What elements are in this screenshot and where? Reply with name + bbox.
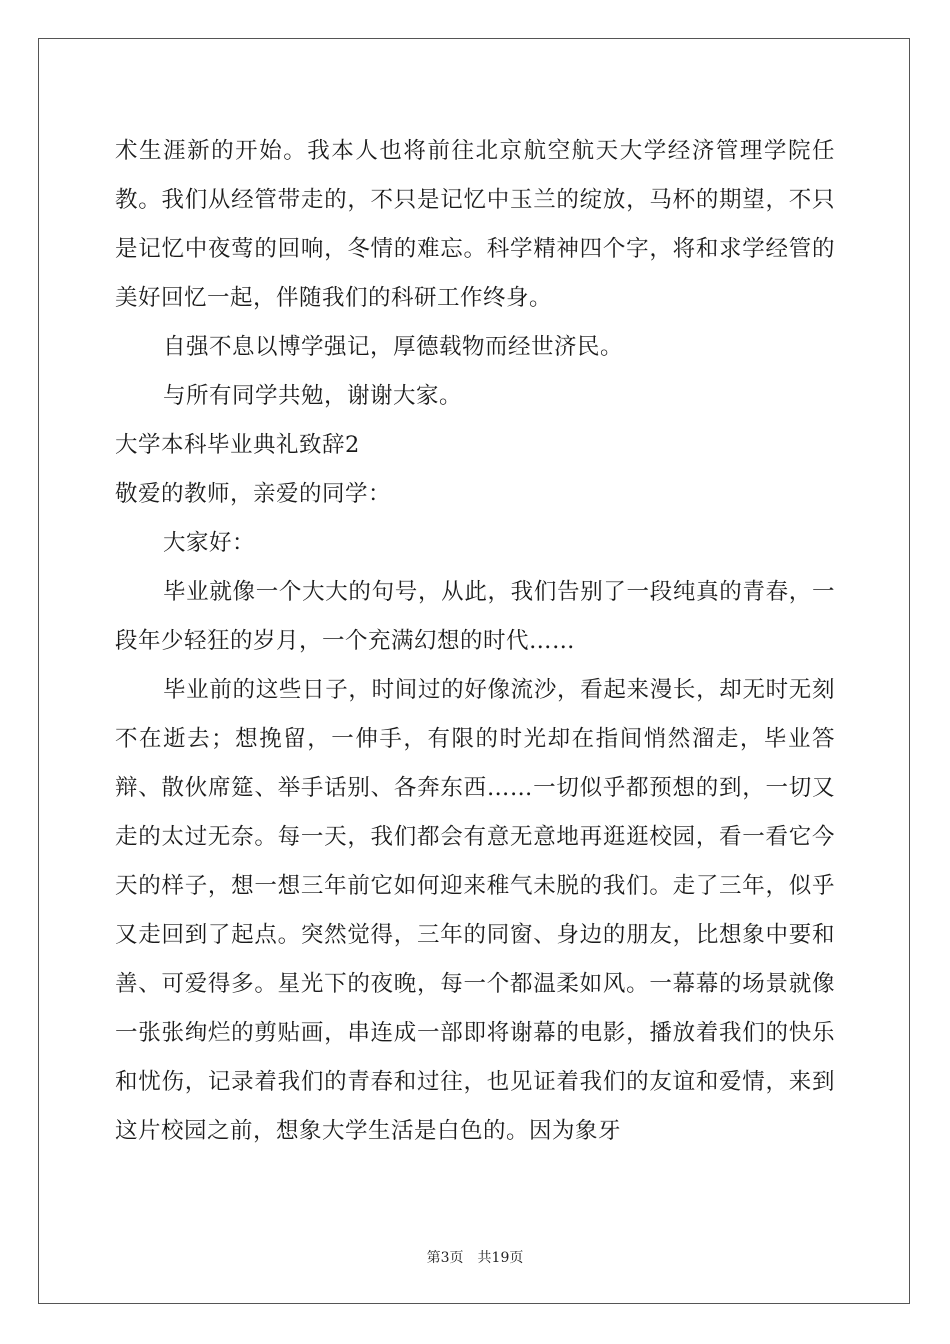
paragraph-continuation: 术生涯新的开始。我本人也将前往北京航空航天大学经济管理学院任教。我们从经管带走的，不只是记忆中玉兰的绽放，马杯的期望，不只是记忆中夜莺的回响，冬情的难忘。科学精神四个字，将和求学经管的美好回忆一起，伴随我们的科研工作终身。 xyxy=(115,138,835,311)
page-number: 第3页 共19页 xyxy=(426,1250,524,1266)
section-heading: 大学本科毕业典礼致辞2 xyxy=(115,432,360,458)
paragraph-closing: 与所有同学共勉，谢谢大家。 xyxy=(163,383,463,409)
paragraph-memories: 毕业前的这些日子，时间过的好像流沙，看起来漫长，却无时无刻不在逝去；想挽留，一伸手，有限的时光却在指间悄然溜走，毕业答辩、散伙席筵、举手话别、各奔东西……一切似乎都预想的到，一切又走的太过无奈。每一天，我们都会有意无意地再逛逛校园，看一看它今天的样子，想一想三年前它如何迎来稚气未脱的我们。走了三年，似乎又走回到了起点。突然觉得，三年的同窗、身边的朋友，比想象中要和善、可爱得多。星光下的夜晚，每一个都温柔如风。一幕幕的场景就像一张张绚烂的剪贴画，串连成一部即将谢幕的电影，播放着我们的快乐和忧伤，记录着我们的青春和过往，也见证着我们的友谊和爱情，来到这片校园之前，想象大学生活是白色的。因为象牙 xyxy=(115,677,835,1144)
paragraph-motto: 自强不息以博学强记，厚德载物而经世济民。 xyxy=(163,334,624,360)
paragraph-salutation: 敬爱的教师，亲爱的同学： xyxy=(115,481,392,507)
paragraph-graduation: 毕业就像一个大大的句号，从此，我们告别了一段纯真的青春，一段年少轻狂的岁月，一个充满幻想的时代…… xyxy=(115,579,835,654)
paragraph-greeting: 大家好： xyxy=(163,530,256,556)
document-body xyxy=(115,127,835,1156)
